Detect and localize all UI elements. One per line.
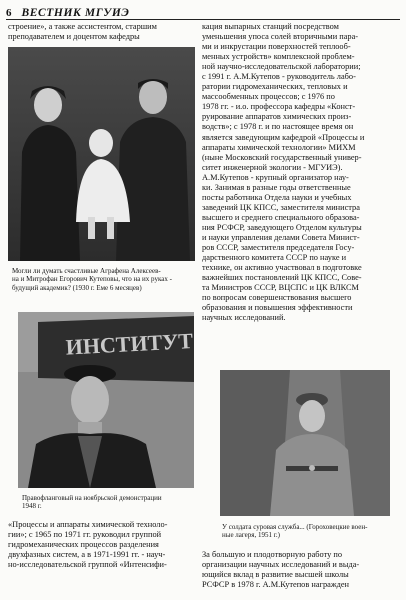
right-column-top-text: кация выпарных станций посредством уменьшения упоса солей вторичными пара- ми и инкрустации поверхностей теплооб- менных устройств» комплексной проблем- ной научно-исследовательской лаборатории; с 1991 г. А.М.Кутепов - руководитель лабо- ратории гидромеханических, тепловых и массообменных процессов; с 1976 по 1978 гг. - и.о. профессора кафедры «Конст- руирование аппаратов химических произ- водств»; с 1978 г. и по настоящее время он является заведующим кафедрой «Процессы и аппараты химической технологии» МИХМ (ныне Московский государственный универ- ситет инженерной экологии - МГУИЭ). А.М.Кутепов - крупный организатор нау- ки. Занимая в разные годы ответственные посты работника Отдела науки и учебных заведений ЦК КПСС, заместителя министра высшего и среднего специального образова- ния РСФСР, заведующего Отделом культуры и науки управления делами Совета Минист- ров СССР, заместителя председателя Госу- дарственного комитета СССР по науке и технике, он активно участвовал в подготовке важнейших постановлений ЦК КПСС, Сове- та Министров СССР, ВЦСПС и ЦК ВЛКСМ по вопросам совершенствования высшего образования и повышения эффективности научных исследований. <box>202 22 365 323</box>
family-photo-caption: Могли ли думать счастливые Аграфена Алексеев- на и Митрофан Егорович Кутеповы, что на их руках - будущий академик? (1930 г. Еме 6 месяцев) <box>12 267 172 292</box>
demonstration-photo <box>18 312 194 488</box>
page-header <box>6 3 400 20</box>
left-column-bottom-text: «Процессы и аппараты химической техноло- гии»; с 1965 по 1971 гг. руководил группой гидромеханических процессов разделения двухфазных систем, а в 1971-1991 гг. - науч- но-исследовательской группой «Интенсифи- <box>8 520 168 570</box>
journal-title: ВЕСТНИК МГУИЭ <box>21 7 130 19</box>
soldier-photo-caption: У солдата суровая служба... (Гороховецкие воен- ные лагеря, 1951 г.) <box>222 523 368 540</box>
family-photo <box>8 47 195 261</box>
banner-sign-text: ИНСТИТУТ <box>65 327 194 360</box>
demonstration-photo-caption: Правофланговый на ноябрьской демонстрации 1948 г. <box>22 494 162 511</box>
soldier-photo <box>220 370 390 516</box>
left-column-top-text: строение», а также ассистентом, старшим преподавателем и доцентом кафедры <box>8 22 157 42</box>
page-number: 6 <box>6 7 12 19</box>
right-column-bottom-text: За большую и плодотворную работу по организации научных исследований и выда- ющийся вклад в развитие высшей школы РСФСР в 1978 г. А.М.Кутепов награжден <box>202 550 360 590</box>
